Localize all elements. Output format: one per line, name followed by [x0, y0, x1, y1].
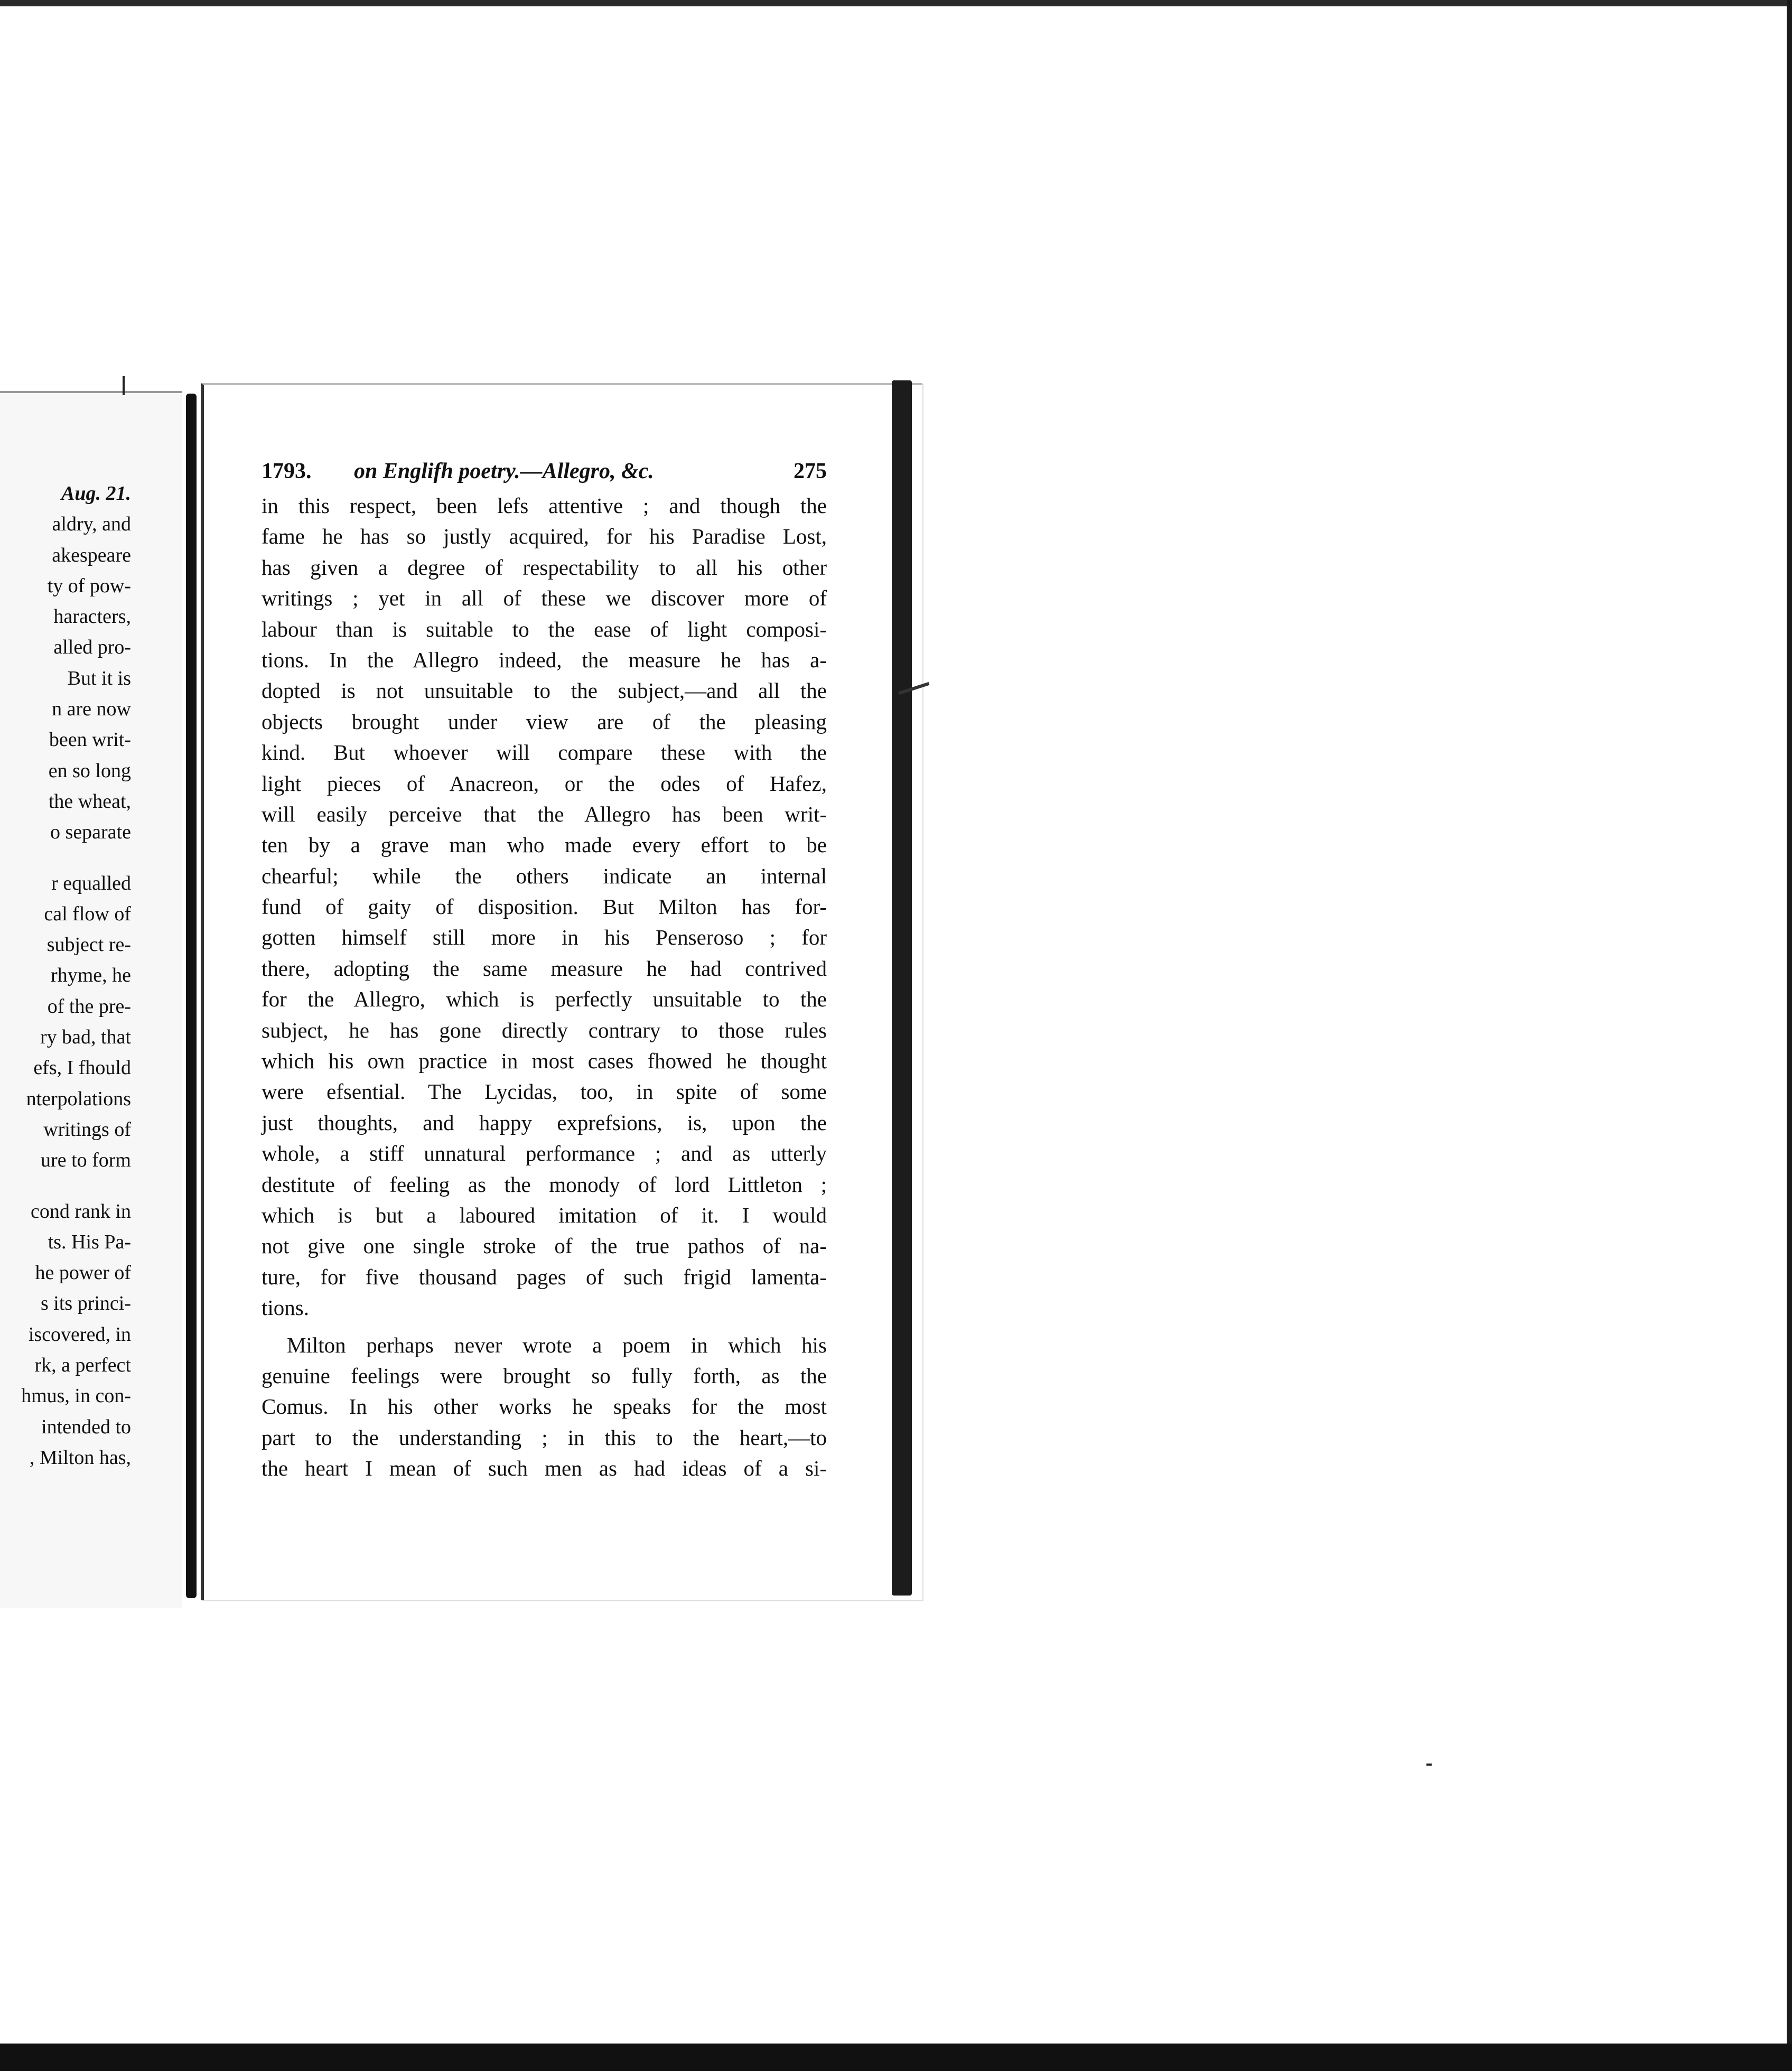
left-page-text	[0, 478, 180, 1473]
left-page-line: ry bad, that	[40, 1026, 131, 1049]
page-number: 275	[794, 459, 827, 483]
text-line: fund of gaity of disposition. But Milton has for-	[262, 894, 827, 919]
running-head-title: on Englifh poetry.—Allegro, &c.	[354, 459, 654, 483]
text-line: genuine feelings were brought so fully forth, as the	[262, 1363, 827, 1388]
left-page-line: the wheat,	[48, 790, 131, 813]
left-page-line: But it is	[67, 667, 131, 689]
text-line: Milton perhaps never wrote a poem in which his	[287, 1332, 827, 1357]
left-page-line: , Milton has,	[29, 1446, 131, 1469]
scan-bottom-border	[0, 2044, 1792, 2071]
text-line: the heart I mean of such men as had ideas of a si-	[262, 1456, 827, 1481]
text-line: not give one single stroke of the true pathos of na-	[262, 1234, 827, 1258]
text-line: part to the understanding ; in this to the heart,—to	[262, 1425, 827, 1450]
scan-speck	[123, 376, 125, 395]
text-line: which his own practice in most cases fhowed he thought	[262, 1049, 827, 1074]
text-line: kind. But whoever will compare these with the	[262, 740, 827, 765]
left-page-line: ure to form	[41, 1149, 131, 1172]
left-page-line: hmus, in con-	[21, 1385, 131, 1407]
text-line: objects brought under view are of the pleasing	[262, 709, 827, 734]
text-line: chearful; while the others indicate an internal	[262, 863, 827, 888]
left-page-line: ty of pow-	[47, 574, 131, 597]
text-line: subject, he has gone directly contrary to those rules	[262, 1018, 827, 1042]
running-head-year: 1793.	[262, 459, 312, 483]
left-page-line: subject re-	[46, 934, 131, 956]
text-line: there, adopting the same measure he had contrived	[262, 956, 827, 981]
left-page-line: nterpolations	[26, 1087, 131, 1110]
scan-right-border	[1787, 0, 1792, 2071]
left-page-line: iscovered, in	[28, 1323, 131, 1346]
text-line: Comus. In his other works he speaks for the most	[262, 1394, 827, 1419]
text-line: dopted is not unsuitable to the subject,—and all the	[262, 678, 827, 703]
scan-speck	[1426, 1764, 1432, 1766]
text-line: tions. In the Allegro indeed, the measure he has a-	[262, 647, 827, 672]
left-page-line: cond rank in	[31, 1200, 131, 1223]
text-line: just thoughts, and happy exprefsions, is, upon the	[262, 1110, 827, 1135]
text-line: were efsential. The Lycidas, too, in spite of some	[262, 1079, 827, 1104]
text-line: destitute of feeling as the monody of lord Littleton ;	[262, 1172, 827, 1197]
left-page-line: cal flow of	[44, 902, 131, 925]
left-page-line: he power of	[35, 1262, 131, 1284]
left-page-line: aldry, and	[52, 513, 131, 536]
left-page-line: akespeare	[52, 544, 131, 566]
text-line: which is but a laboured imitation of it. I would	[262, 1202, 827, 1227]
text-line: has given a degree of respectability to all his other	[262, 555, 827, 580]
left-page-line: haracters,	[53, 605, 131, 628]
book-gutter	[186, 394, 197, 1598]
text-line: ten by a grave man who made every effort to be	[262, 833, 827, 857]
text-line: fame he has so justly acquired, for his Paradise Lost,	[262, 524, 827, 549]
left-page-line: en so long	[48, 759, 131, 782]
body-text	[262, 490, 827, 1484]
scan-top-border	[0, 0, 1792, 6]
left-page-line: rk, a perfect	[34, 1354, 131, 1377]
paragraph-gap	[262, 1323, 827, 1330]
left-page-line: n are now	[52, 698, 131, 721]
left-page-line: intended to	[41, 1415, 131, 1438]
text-line: tions.	[262, 1295, 309, 1320]
text-line: writings ; yet in all of these we discover more of	[262, 586, 827, 611]
left-page-line: ts. His Pa-	[48, 1230, 131, 1253]
text-line: ture, for five thousand pages of such frigid lamenta-	[262, 1264, 827, 1289]
left-page-line: efs, I fhould	[33, 1057, 131, 1079]
left-page-line: r equalled	[51, 872, 131, 894]
running-head	[262, 459, 827, 488]
left-page-line: of the pre-	[47, 995, 131, 1018]
left-page-line: s its princi-	[41, 1292, 131, 1315]
left-page-line: writings of	[43, 1118, 131, 1141]
left-page-line: been writ-	[49, 729, 131, 751]
left-page-line: rhyme, he	[51, 964, 131, 987]
left-page-header: Aug. 21.	[61, 482, 131, 505]
text-line: for the Allegro, which is perfectly unsuitable to the	[262, 987, 827, 1012]
left-page-line: alled pro-	[53, 636, 131, 659]
right-page-edge	[892, 380, 912, 1596]
text-line: light pieces of Anacreon, or the odes of Hafez,	[262, 771, 827, 796]
text-line: in this respect, been lefs attentive ; and though the	[262, 493, 827, 518]
text-line: whole, a stiff unnatural performance ; and as utterly	[262, 1141, 827, 1166]
left-page-gap	[0, 1176, 180, 1196]
text-line: will easily perceive that the Allegro has been writ-	[262, 801, 827, 826]
text-line: labour than is suitable to the ease of light composi-	[262, 617, 827, 641]
left-page-line: o separate	[50, 821, 131, 844]
text-line: gotten himself still more in his Penseroso ; for	[262, 925, 827, 950]
left-page-gap	[0, 848, 180, 868]
